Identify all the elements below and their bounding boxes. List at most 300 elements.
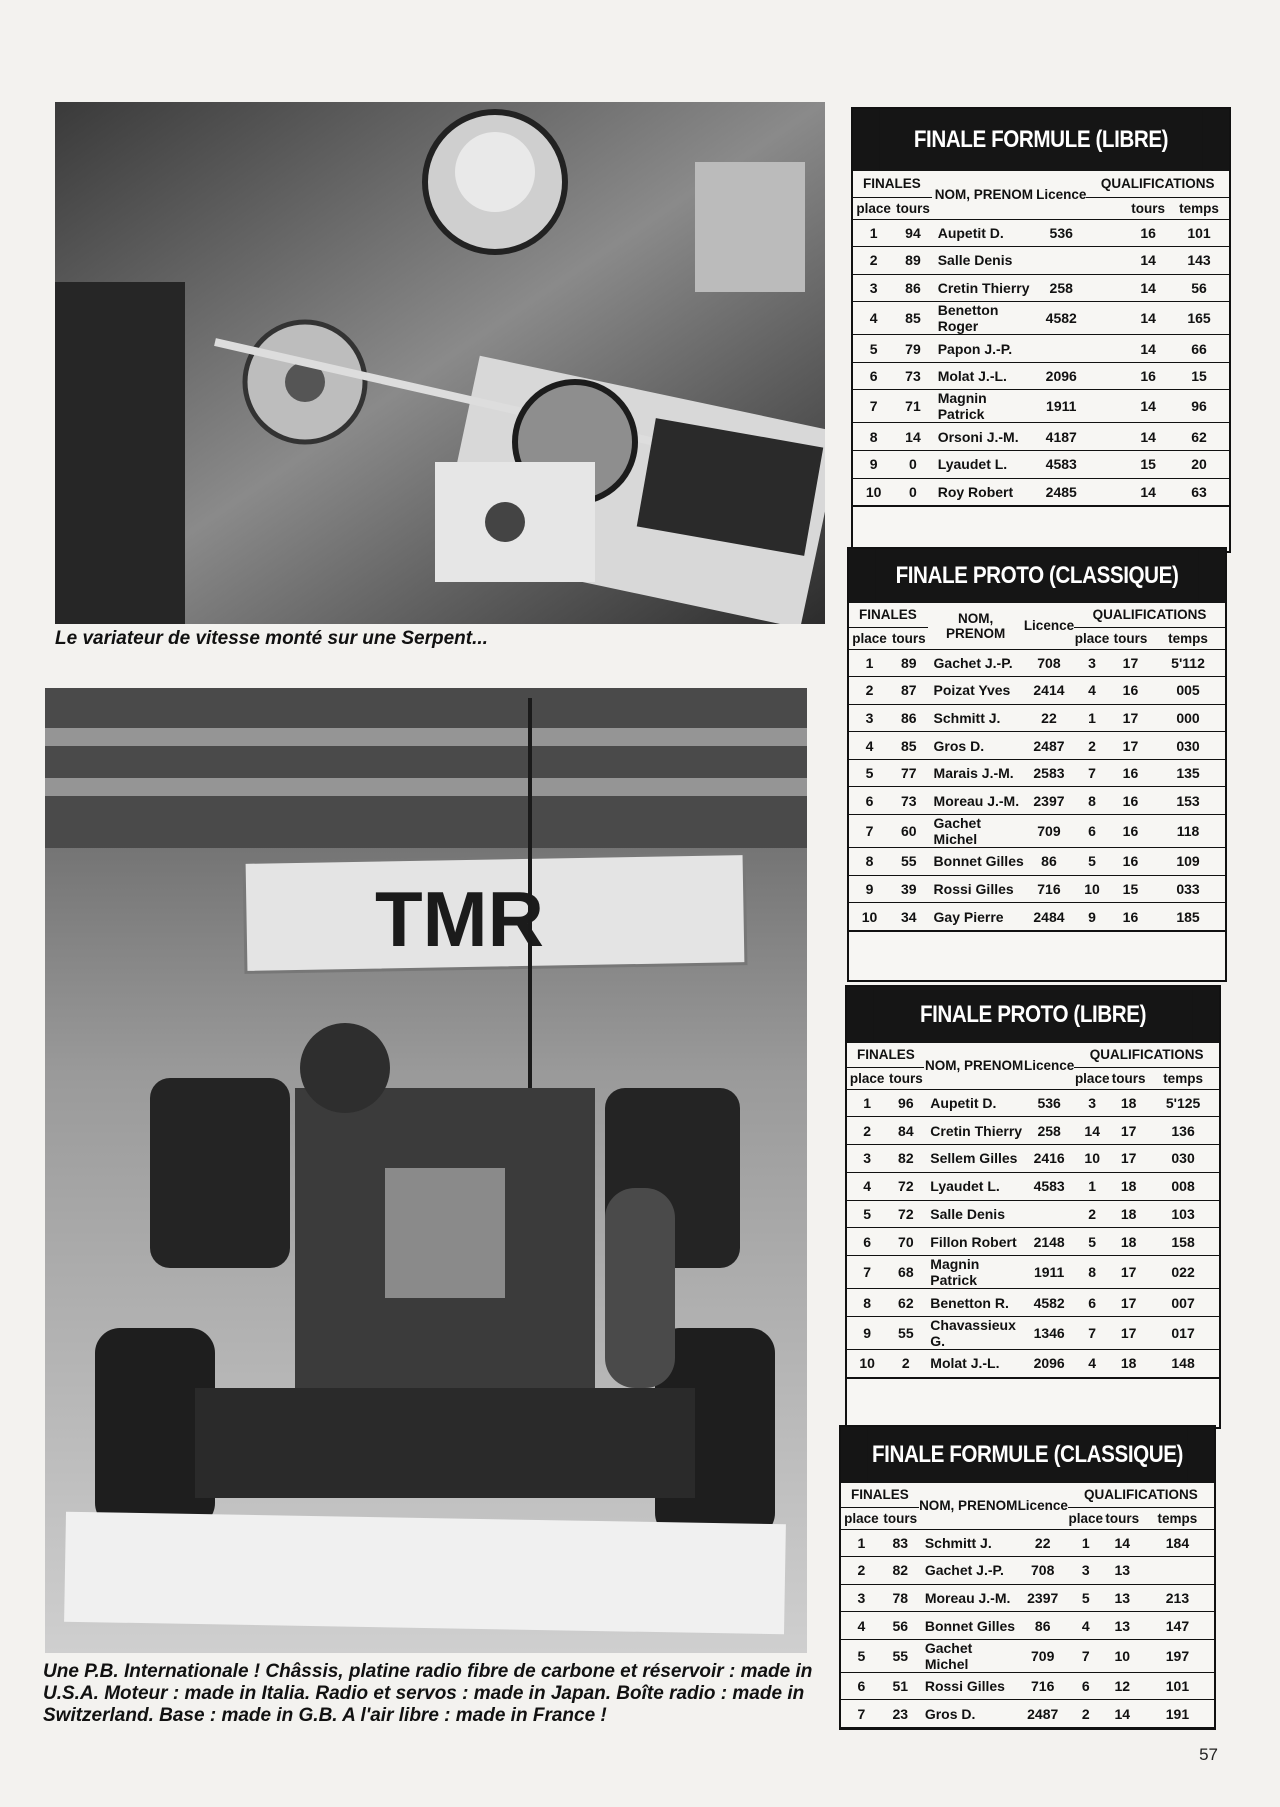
table-row bbox=[847, 1289, 1219, 1317]
place-cell: 2 bbox=[847, 1117, 887, 1145]
table-row bbox=[849, 649, 1225, 677]
licence-cell: 708 bbox=[1018, 1557, 1068, 1585]
qual-tours-cell: 17 bbox=[1110, 732, 1151, 760]
temps-cell: 62 bbox=[1169, 423, 1229, 451]
name-header: NOM, PRENOM bbox=[919, 1483, 1018, 1529]
tours-cell: 96 bbox=[887, 1089, 924, 1117]
tours-cell: 51 bbox=[882, 1672, 919, 1700]
qual-place-cell bbox=[1086, 335, 1127, 363]
place-cell: 5 bbox=[849, 759, 890, 787]
temps-cell: 101 bbox=[1141, 1672, 1214, 1700]
place-header: place bbox=[853, 197, 894, 219]
qual-tours-cell: 18 bbox=[1110, 1172, 1147, 1200]
qual-tours-cell: 18 bbox=[1110, 1200, 1147, 1228]
table-row bbox=[847, 1145, 1219, 1173]
table-row bbox=[849, 787, 1225, 815]
photo-serpent-speed-controller bbox=[55, 102, 825, 624]
results-body bbox=[849, 649, 1225, 930]
temps-cell: 118 bbox=[1151, 815, 1225, 848]
qual-tours-cell: 13 bbox=[1104, 1612, 1141, 1640]
tours-header: tours bbox=[882, 1507, 919, 1529]
name-cell: Schmitt J. bbox=[919, 1529, 1018, 1557]
place-cell: 6 bbox=[853, 362, 894, 390]
tours-cell: 82 bbox=[882, 1557, 919, 1585]
qual-tours-cell: 17 bbox=[1110, 1117, 1147, 1145]
name-cell: Rossi Gilles bbox=[928, 875, 1024, 903]
tours-cell: 85 bbox=[890, 732, 927, 760]
qualifications-header: QUALIFICATIONS bbox=[1086, 171, 1229, 197]
name-cell: Magnin Patrick bbox=[932, 390, 1036, 423]
qual-tours-cell: 14 bbox=[1104, 1529, 1141, 1557]
name-cell: Poizat Yves bbox=[928, 677, 1024, 705]
tours-cell: 94 bbox=[894, 219, 932, 247]
table-row bbox=[853, 390, 1229, 423]
temps-cell: 5'112 bbox=[1151, 649, 1225, 677]
qual-place-header: place bbox=[1068, 1507, 1104, 1529]
temps-header: temps bbox=[1151, 627, 1225, 649]
table-row bbox=[847, 1350, 1219, 1378]
licence-cell: 708 bbox=[1024, 649, 1074, 677]
qual-tours-cell: 16 bbox=[1110, 848, 1151, 876]
table-row bbox=[847, 1172, 1219, 1200]
qual-place-header: place bbox=[1074, 1067, 1110, 1089]
qual-place-cell: 1 bbox=[1074, 704, 1110, 732]
temps-cell: 022 bbox=[1147, 1256, 1219, 1289]
qual-place-cell: 10 bbox=[1074, 875, 1110, 903]
place-cell: 10 bbox=[853, 478, 894, 506]
table-row bbox=[847, 1317, 1219, 1350]
temps-cell: 184 bbox=[1141, 1529, 1214, 1557]
qual-place-header: place bbox=[1074, 627, 1110, 649]
temps-cell: 005 bbox=[1151, 677, 1225, 705]
licence-cell: 709 bbox=[1024, 815, 1074, 848]
qual-tours-cell: 13 bbox=[1104, 1584, 1141, 1612]
tours-cell: 86 bbox=[890, 704, 927, 732]
licence-cell: 2397 bbox=[1024, 787, 1074, 815]
qualifications-header: QUALIFICATIONS bbox=[1074, 603, 1225, 627]
table-row bbox=[841, 1639, 1214, 1672]
place-header: place bbox=[841, 1507, 882, 1529]
table-title: FINALE FORMULE (LIBRE) bbox=[879, 109, 1202, 171]
temps-cell: 000 bbox=[1151, 704, 1225, 732]
tours-cell: 55 bbox=[887, 1317, 924, 1350]
temps-cell: 033 bbox=[1151, 875, 1225, 903]
finales-header: FINALES bbox=[849, 603, 928, 627]
qual-tours-cell: 18 bbox=[1110, 1089, 1147, 1117]
licence-cell: 4187 bbox=[1036, 423, 1086, 451]
table-filler bbox=[847, 1378, 1219, 1427]
temps-cell: 96 bbox=[1169, 390, 1229, 423]
licence-cell: 1346 bbox=[1024, 1317, 1074, 1350]
place-cell: 1 bbox=[847, 1089, 887, 1117]
table-row bbox=[849, 759, 1225, 787]
name-header: NOM, PRENOM bbox=[932, 171, 1036, 219]
temps-cell bbox=[1141, 1557, 1214, 1585]
qual-place-cell bbox=[1086, 247, 1127, 275]
licence-cell: 536 bbox=[1024, 1089, 1074, 1117]
name-header: NOM, PRENOM bbox=[924, 1043, 1024, 1089]
place-cell: 1 bbox=[853, 219, 894, 247]
place-cell: 2 bbox=[849, 677, 890, 705]
qual-tours-cell: 14 bbox=[1127, 423, 1169, 451]
table-row bbox=[847, 1200, 1219, 1228]
qual-tours-header: tours bbox=[1104, 1507, 1141, 1529]
licence-cell: 1911 bbox=[1036, 390, 1086, 423]
qual-place-cell: 2 bbox=[1074, 732, 1110, 760]
qual-place-cell: 6 bbox=[1074, 815, 1110, 848]
results-body bbox=[853, 219, 1229, 506]
qual-place-cell: 5 bbox=[1068, 1584, 1104, 1612]
place-cell: 3 bbox=[841, 1584, 882, 1612]
temps-cell: 5'125 bbox=[1147, 1089, 1219, 1117]
qual-tours-cell: 16 bbox=[1127, 219, 1169, 247]
results-table-formule-classique bbox=[839, 1425, 1216, 1730]
name-cell: Bonnet Gilles bbox=[919, 1612, 1018, 1640]
place-cell: 3 bbox=[847, 1145, 887, 1173]
place-cell: 5 bbox=[853, 335, 894, 363]
table-row bbox=[847, 1228, 1219, 1256]
qual-place-cell: 4 bbox=[1074, 1350, 1110, 1378]
table-row bbox=[849, 704, 1225, 732]
qual-tours-cell: 10 bbox=[1104, 1639, 1141, 1672]
licence-cell: 4583 bbox=[1036, 451, 1086, 479]
wing-tmr-text: TMR bbox=[375, 875, 544, 963]
qual-tours-cell: 14 bbox=[1127, 390, 1169, 423]
table-row bbox=[849, 677, 1225, 705]
tours-cell: 0 bbox=[894, 451, 932, 479]
table-title: FINALE PROTO (CLASSIQUE) bbox=[875, 549, 1198, 603]
temps-cell: 153 bbox=[1151, 787, 1225, 815]
table-title: FINALE PROTO (LIBRE) bbox=[873, 987, 1193, 1043]
photo-pb-internationale-car bbox=[45, 688, 807, 1653]
tours-cell: 84 bbox=[887, 1117, 924, 1145]
licence-cell: 86 bbox=[1018, 1612, 1068, 1640]
qual-tours-cell: 16 bbox=[1110, 815, 1151, 848]
qual-tours-cell: 14 bbox=[1104, 1700, 1141, 1728]
table-row bbox=[841, 1700, 1214, 1728]
table-row bbox=[849, 875, 1225, 903]
place-cell: 3 bbox=[849, 704, 890, 732]
qual-place-cell: 2 bbox=[1068, 1700, 1104, 1728]
qual-tours-header: tours bbox=[1127, 197, 1169, 219]
temps-cell: 15 bbox=[1169, 362, 1229, 390]
table-row bbox=[853, 274, 1229, 302]
qual-tours-cell: 13 bbox=[1104, 1557, 1141, 1585]
licence-cell: 4582 bbox=[1024, 1289, 1074, 1317]
qual-place-cell bbox=[1086, 478, 1127, 506]
temps-cell: 101 bbox=[1169, 219, 1229, 247]
name-cell: Bonnet Gilles bbox=[928, 848, 1024, 876]
results-table-proto-libre bbox=[845, 985, 1221, 1429]
licence-cell: 2397 bbox=[1018, 1584, 1068, 1612]
qual-tours-header: tours bbox=[1110, 627, 1151, 649]
place-cell: 8 bbox=[853, 423, 894, 451]
licence-cell: 258 bbox=[1036, 274, 1086, 302]
name-cell: Cretin Thierry bbox=[932, 274, 1036, 302]
table-row bbox=[847, 1256, 1219, 1289]
temps-cell: 017 bbox=[1147, 1317, 1219, 1350]
finales-header: FINALES bbox=[841, 1483, 919, 1507]
qual-place-cell bbox=[1086, 362, 1127, 390]
table-row bbox=[853, 247, 1229, 275]
table-row bbox=[853, 451, 1229, 479]
qual-place-cell: 5 bbox=[1074, 1228, 1110, 1256]
table-row bbox=[853, 219, 1229, 247]
name-cell: Rossi Gilles bbox=[919, 1672, 1018, 1700]
qual-place-cell: 6 bbox=[1074, 1289, 1110, 1317]
qual-tours-cell: 14 bbox=[1127, 478, 1169, 506]
qual-place-cell: 5 bbox=[1074, 848, 1110, 876]
qual-tours-cell: 15 bbox=[1127, 451, 1169, 479]
name-cell: Aupetit D. bbox=[924, 1089, 1024, 1117]
licence-cell: 2148 bbox=[1024, 1228, 1074, 1256]
qual-tours-cell: 17 bbox=[1110, 1317, 1147, 1350]
place-header: place bbox=[849, 627, 890, 649]
licence-cell: 2416 bbox=[1024, 1145, 1074, 1173]
tours-cell: 78 bbox=[882, 1584, 919, 1612]
licence-cell: 2487 bbox=[1024, 732, 1074, 760]
temps-cell: 213 bbox=[1141, 1584, 1214, 1612]
results-body bbox=[841, 1529, 1214, 1728]
name-cell: Chavassieux G. bbox=[924, 1317, 1024, 1350]
temps-cell: 135 bbox=[1151, 759, 1225, 787]
qual-place-cell: 3 bbox=[1074, 1089, 1110, 1117]
place-cell: 4 bbox=[841, 1612, 882, 1640]
temps-cell: 165 bbox=[1169, 302, 1229, 335]
name-cell: Aupetit D. bbox=[932, 219, 1036, 247]
results-grid bbox=[847, 1043, 1219, 1378]
results-table-formule-libre bbox=[851, 107, 1231, 553]
licence-header: Licence bbox=[1018, 1483, 1068, 1529]
table-row bbox=[841, 1584, 1214, 1612]
pb-car-image bbox=[45, 688, 807, 1653]
results-grid bbox=[853, 171, 1229, 506]
name-cell: Gros D. bbox=[919, 1700, 1018, 1728]
licence-cell: 2487 bbox=[1018, 1700, 1068, 1728]
place-cell: 9 bbox=[847, 1317, 887, 1350]
qual-place-cell bbox=[1086, 219, 1127, 247]
finales-header: FINALES bbox=[847, 1043, 924, 1067]
tours-cell: 85 bbox=[894, 302, 932, 335]
qual-place-cell: 2 bbox=[1074, 1200, 1110, 1228]
temps-cell: 030 bbox=[1151, 732, 1225, 760]
tours-cell: 73 bbox=[894, 362, 932, 390]
place-header: place bbox=[847, 1067, 887, 1089]
qual-place-cell: 4 bbox=[1068, 1612, 1104, 1640]
temps-cell: 136 bbox=[1147, 1117, 1219, 1145]
temps-cell: 197 bbox=[1141, 1639, 1214, 1672]
temps-header: temps bbox=[1147, 1067, 1219, 1089]
table-filler bbox=[853, 506, 1229, 551]
table-row bbox=[849, 815, 1225, 848]
licence-cell: 86 bbox=[1024, 848, 1074, 876]
temps-cell: 109 bbox=[1151, 848, 1225, 876]
table-row bbox=[841, 1529, 1214, 1557]
table-row bbox=[841, 1612, 1214, 1640]
place-cell: 7 bbox=[841, 1700, 882, 1728]
name-cell: Molat J.-L. bbox=[932, 362, 1036, 390]
qual-place-cell: 9 bbox=[1074, 903, 1110, 931]
name-cell: Magnin Patrick bbox=[924, 1256, 1024, 1289]
temps-header: temps bbox=[1141, 1507, 1214, 1529]
place-cell: 9 bbox=[849, 875, 890, 903]
qual-tours-cell: 16 bbox=[1110, 759, 1151, 787]
tours-cell: 56 bbox=[882, 1612, 919, 1640]
tours-cell: 2 bbox=[887, 1350, 924, 1378]
name-header: NOM, PRENOM bbox=[928, 603, 1024, 649]
tours-cell: 34 bbox=[890, 903, 927, 931]
temps-cell: 20 bbox=[1169, 451, 1229, 479]
name-cell: Molat J.-L. bbox=[924, 1350, 1024, 1378]
temps-header: temps bbox=[1169, 197, 1229, 219]
results-table-proto-classique bbox=[847, 547, 1227, 982]
tours-cell: 87 bbox=[890, 677, 927, 705]
place-cell: 7 bbox=[847, 1256, 887, 1289]
qualifications-header: QUALIFICATIONS bbox=[1074, 1043, 1219, 1067]
qual-tours-cell: 14 bbox=[1127, 274, 1169, 302]
place-cell: 5 bbox=[841, 1639, 882, 1672]
qual-place-cell: 7 bbox=[1074, 1317, 1110, 1350]
tours-cell: 14 bbox=[894, 423, 932, 451]
tours-cell: 72 bbox=[887, 1172, 924, 1200]
qual-place-cell: 8 bbox=[1074, 1256, 1110, 1289]
place-cell: 2 bbox=[853, 247, 894, 275]
qual-place-cell bbox=[1086, 423, 1127, 451]
licence-cell: 4582 bbox=[1036, 302, 1086, 335]
results-grid bbox=[849, 603, 1225, 931]
qual-tours-cell: 16 bbox=[1127, 362, 1169, 390]
tours-header: tours bbox=[894, 197, 932, 219]
name-cell: Lyaudet L. bbox=[924, 1172, 1024, 1200]
licence-cell: 709 bbox=[1018, 1639, 1068, 1672]
qual-tours-cell: 12 bbox=[1104, 1672, 1141, 1700]
table-row bbox=[847, 1089, 1219, 1117]
place-cell: 3 bbox=[853, 274, 894, 302]
licence-cell: 2484 bbox=[1024, 903, 1074, 931]
qual-tours-cell: 14 bbox=[1127, 302, 1169, 335]
place-cell: 1 bbox=[841, 1529, 882, 1557]
table-row bbox=[841, 1672, 1214, 1700]
qual-tours-cell: 16 bbox=[1110, 787, 1151, 815]
name-cell: Gay Pierre bbox=[928, 903, 1024, 931]
qual-tours-cell: 14 bbox=[1127, 247, 1169, 275]
tours-cell: 89 bbox=[890, 649, 927, 677]
place-cell: 8 bbox=[847, 1289, 887, 1317]
temps-cell: 148 bbox=[1147, 1350, 1219, 1378]
tours-header: tours bbox=[887, 1067, 924, 1089]
licence-cell: 716 bbox=[1024, 875, 1074, 903]
table-row bbox=[849, 903, 1225, 931]
name-cell: Benetton Roger bbox=[932, 302, 1036, 335]
qual-place-cell bbox=[1086, 451, 1127, 479]
name-cell: Marais J.-M. bbox=[928, 759, 1024, 787]
temps-cell: 143 bbox=[1169, 247, 1229, 275]
tours-cell: 55 bbox=[882, 1639, 919, 1672]
place-cell: 10 bbox=[847, 1350, 887, 1378]
name-cell: Moreau J.-M. bbox=[928, 787, 1024, 815]
place-cell: 9 bbox=[853, 451, 894, 479]
qual-place-cell: 8 bbox=[1074, 787, 1110, 815]
licence-cell: 2414 bbox=[1024, 677, 1074, 705]
page-number: 57 bbox=[1199, 1745, 1218, 1764]
licence-cell: 4583 bbox=[1024, 1172, 1074, 1200]
licence-cell: 2096 bbox=[1036, 362, 1086, 390]
name-cell: Orsoni J.-M. bbox=[932, 423, 1036, 451]
results-grid bbox=[841, 1483, 1214, 1728]
qual-place-cell: 3 bbox=[1068, 1557, 1104, 1585]
temps-cell: 008 bbox=[1147, 1172, 1219, 1200]
temps-cell: 191 bbox=[1141, 1700, 1214, 1728]
qual-tours-cell: 17 bbox=[1110, 1145, 1147, 1173]
qual-place-cell: 4 bbox=[1074, 677, 1110, 705]
name-cell: Moreau J.-M. bbox=[919, 1584, 1018, 1612]
photo-caption-pb: Une P.B. Internationale ! Châssis, platine radio fibre de carbone et réservoir : made in U.S.A. Moteur : made in Italia. Radio et servos : made in Japan. Boîte radio : made in Switzerland. Base : made in G.B. A l'air libre : made in France ! bbox=[43, 1661, 813, 1726]
name-cell: Fillon Robert bbox=[924, 1228, 1024, 1256]
tours-cell: 55 bbox=[890, 848, 927, 876]
qual-place-cell: 6 bbox=[1068, 1672, 1104, 1700]
finales-header: FINALES bbox=[853, 171, 932, 197]
qual-place-cell: 14 bbox=[1074, 1117, 1110, 1145]
results-body bbox=[847, 1089, 1219, 1377]
name-cell: Gachet J.-P. bbox=[919, 1557, 1018, 1585]
licence-cell: 22 bbox=[1018, 1529, 1068, 1557]
table-row bbox=[853, 478, 1229, 506]
tours-cell: 83 bbox=[882, 1529, 919, 1557]
place-cell: 6 bbox=[847, 1228, 887, 1256]
name-cell: Sellem Gilles bbox=[924, 1145, 1024, 1173]
place-cell: 10 bbox=[849, 903, 890, 931]
qual-place-cell bbox=[1086, 390, 1127, 423]
licence-cell: 1911 bbox=[1024, 1256, 1074, 1289]
licence-cell bbox=[1036, 335, 1086, 363]
place-cell: 4 bbox=[853, 302, 894, 335]
licence-cell: 2485 bbox=[1036, 478, 1086, 506]
temps-cell: 66 bbox=[1169, 335, 1229, 363]
qualifications-header: QUALIFICATIONS bbox=[1068, 1483, 1214, 1507]
place-cell: 7 bbox=[849, 815, 890, 848]
table-row bbox=[853, 362, 1229, 390]
table-row bbox=[853, 335, 1229, 363]
table-row bbox=[841, 1557, 1214, 1585]
tours-header: tours bbox=[890, 627, 927, 649]
temps-cell: 030 bbox=[1147, 1145, 1219, 1173]
tours-cell: 68 bbox=[887, 1256, 924, 1289]
qual-tours-cell: 17 bbox=[1110, 704, 1151, 732]
licence-cell: 22 bbox=[1024, 704, 1074, 732]
tours-cell: 72 bbox=[887, 1200, 924, 1228]
qual-tours-cell: 18 bbox=[1110, 1228, 1147, 1256]
licence-cell: 716 bbox=[1018, 1672, 1068, 1700]
place-cell: 6 bbox=[849, 787, 890, 815]
temps-cell: 007 bbox=[1147, 1289, 1219, 1317]
licence-cell: 2096 bbox=[1024, 1350, 1074, 1378]
name-cell: Papon J.-P. bbox=[932, 335, 1036, 363]
qual-place-cell: 7 bbox=[1074, 759, 1110, 787]
name-cell: Salle Denis bbox=[924, 1200, 1024, 1228]
tours-cell: 89 bbox=[894, 247, 932, 275]
licence-header: Licence bbox=[1024, 1043, 1074, 1089]
licence-cell: 536 bbox=[1036, 219, 1086, 247]
table-row bbox=[847, 1117, 1219, 1145]
place-cell: 7 bbox=[853, 390, 894, 423]
tours-cell: 73 bbox=[890, 787, 927, 815]
qual-tours-cell: 17 bbox=[1110, 649, 1151, 677]
name-cell: Gachet Michel bbox=[919, 1639, 1018, 1672]
place-cell: 8 bbox=[849, 848, 890, 876]
temps-cell: 63 bbox=[1169, 478, 1229, 506]
temps-cell: 185 bbox=[1151, 903, 1225, 931]
qual-tours-cell: 15 bbox=[1110, 875, 1151, 903]
